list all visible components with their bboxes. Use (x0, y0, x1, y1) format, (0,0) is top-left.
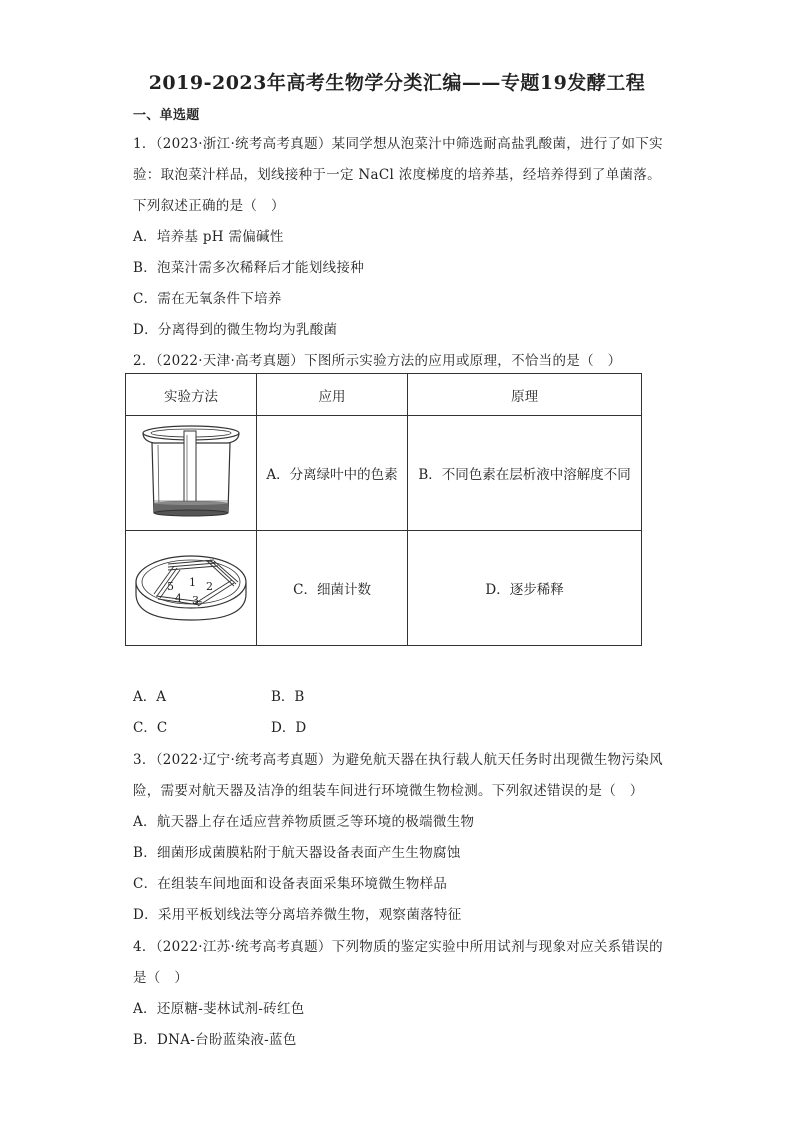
q2-table (125, 373, 642, 646)
row2-application: C．细菌计数 (256, 531, 407, 646)
section-heading: 一、单选题 (133, 108, 200, 123)
table-header-application: 应用 (256, 374, 407, 416)
q2-option-b: B．B (271, 689, 305, 705)
dish-number-5: 5 (166, 580, 174, 593)
q2-stem: 2．（2022·天津·高考真题）下图所示实验方法的应用或原理，不恰当的是（ ） (133, 353, 622, 369)
streak-plate-illustration (132, 546, 250, 626)
chromatography-beaker-illustration (134, 421, 248, 521)
dish-number-2: 2 (205, 580, 213, 593)
q3-option-c: C．在组装车间地面和设备表面采集环境微生物样品 (133, 876, 448, 892)
q4-stem-line1: 4．（2022·江苏·统考高考真题）下列物质的鉴定实验中所用试剂与现象对应关系错误的 (133, 939, 663, 955)
q1-stem-line1: 1．（2023·浙江·统考高考真题）某同学想从泡菜汁中筛选耐高盐乳酸菌，进行了如下实 (133, 136, 663, 152)
row1-application: A．分离绿叶中的色素 (256, 416, 407, 531)
q2-option-a: A．A (133, 689, 166, 705)
q1-stem-line3: 下列叙述正确的是（ ） (133, 198, 285, 214)
dish-number-4: 4 (174, 592, 182, 605)
q3-stem-line2: 险，需要对航天器及洁净的组装车间进行环境微生物检测。下列叙述错误的是（ ） (133, 783, 644, 799)
dish-number-3: 3 (191, 594, 199, 607)
q4-stem-line2: 是（ ） (133, 970, 189, 986)
q2-option-d: D．D (271, 720, 307, 736)
q2-option-c: C．C (133, 720, 168, 736)
table-header-method: 实验方法 (126, 374, 257, 416)
dish-number-1: 1 (188, 576, 196, 589)
q4-option-a: A．还原糖-斐林试剂-砖红色 (133, 1001, 305, 1017)
q3-stem-line1: 3．（2022·辽宁·统考高考真题）为避免航天器在执行载人航天任务时出现微生物污染风 (133, 752, 663, 768)
page-title: 2019-2023年高考生物学分类汇编——专题19发酵工程 (148, 72, 646, 94)
q1-option-d: D．分离得到的微生物均为乳酸菌 (133, 322, 338, 338)
q1-stem-line2: 验：取泡菜汁样品，划线接种于一定 NaCl 浓度梯度的培养基，经培养得到了单菌落。 (133, 167, 661, 183)
q3-option-a: A．航天器上存在适应营养物质匮乏等环境的极端微生物 (133, 814, 475, 830)
q1-option-b: B．泡菜汁需多次稀释后才能划线接种 (133, 260, 365, 276)
chromatography-figure-cell (126, 416, 257, 531)
q1-option-a: A．培养基 pH 需偏碱性 (133, 229, 284, 245)
q4-option-b: B．DNA-台盼蓝染液-蓝色 (133, 1032, 297, 1048)
q3-option-b: B．细菌形成菌膜粘附于航天器设备表面产生生物腐蚀 (133, 845, 461, 861)
q1-option-c: C．需在无氧条件下培养 (133, 291, 282, 307)
q3-option-d: D．采用平板划线法等分离培养微生物，观察菌落特征 (133, 907, 462, 923)
table-header-principle: 原理 (408, 374, 642, 416)
row2-principle: D．逐步稀释 (408, 531, 642, 646)
petri-dish-figure-cell (126, 531, 257, 646)
row1-principle: B．不同色素在层析液中溶解度不同 (408, 416, 642, 531)
